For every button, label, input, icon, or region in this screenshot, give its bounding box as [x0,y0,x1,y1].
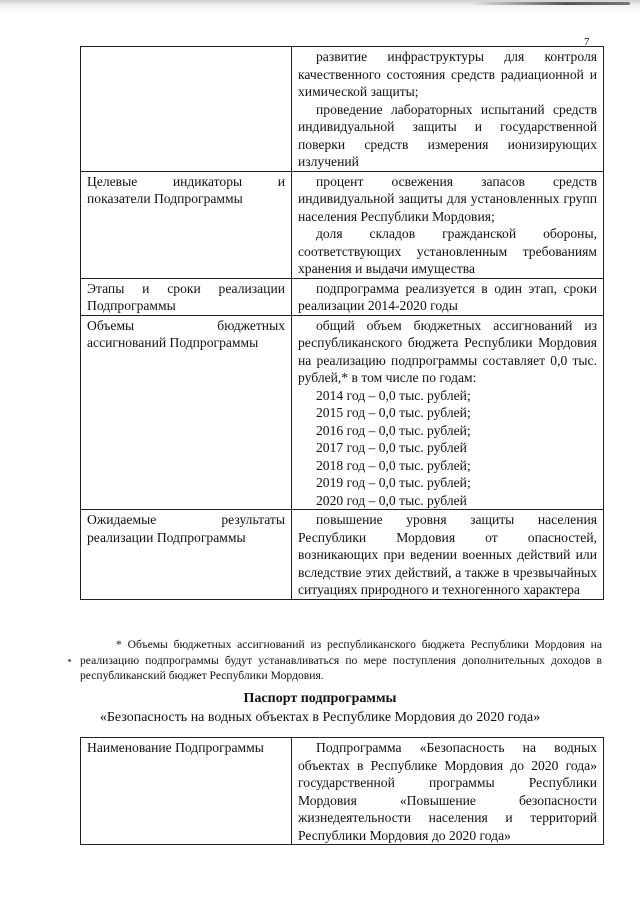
row-content-cell [292,315,604,510]
row-label: Объемы бюджетных ассигнований Подпрограммы [87,317,285,350]
table-row [81,315,604,510]
row-content-cell [292,738,604,845]
table-row [81,510,604,600]
row-content-cell [292,278,604,315]
table-row [81,47,604,172]
budget-year-line: 2014 год – 0,0 тыс. рублей; [316,387,471,403]
row-label-cell [81,510,292,600]
row-paragraph: общий объем бюджетных ассигнований из республиканского бюджета Республики Мордовия на реализацию подпрограммы составляет 0,0 тыс. рублей,* в том числе по годам: [298,317,597,385]
budget-year-line: 2020 год – 0,0 тыс. рублей [316,492,467,508]
budget-year-line: 2015 год – 0,0 тыс. рублей; [316,405,471,420]
row-label: Целевые индикаторы и показатели Подпрограммы [87,173,285,206]
budget-year-line: 2018 год – 0,0 тыс. рублей; [316,457,471,473]
row-paragraph: доля складов гражданской обороны, соответствующих установленным требованиям хранения и выдачи имущества [298,226,597,276]
section-title: Паспорт подпрограммы [243,691,397,706]
row-paragraph: Подпрограмма «Безопасность на водных объектах в Республике Мордовия до 2020 года» государственной программы Республики Мордовия «Повышение безопасности жизнедеятельности населения и территорий Республики Мордовия до 2020 года» [298,740,597,843]
page-number: 7 [584,36,590,48]
row-content-cell [292,171,604,278]
row-paragraph: процент освежения запасов средств индивидуальной защиты для установленных групп населения Республики Мордовия; [298,173,597,224]
row-content-cell [292,47,604,172]
row-paragraph: повышение уровня защиты населения Республики Мордовия от опасностей, возникающих при ведении военных действий или вследствие этих действий, а также в чрезвычайных ситуациях природного и техногенного характера [298,512,597,597]
row-label-cell [81,171,292,278]
subprogram-passport-table-continued [80,46,604,600]
row-label-cell [81,47,292,172]
budget-year-line: 2017 год – 0,0 тыс. рублей [316,440,467,455]
budget-year-line: 2019 год – 0,0 тыс. рублей; [316,475,471,490]
row-label: Этапы и сроки реализации Подпрограммы [87,280,285,313]
row-label-cell [81,315,292,510]
row-content-cell [292,510,604,600]
row-label: Ожидаемые результаты реализации Подпрограммы [87,512,285,545]
row-paragraph: проведение лабораторных испытаний средств индивидуальной защиты и государственной поверки средств измерения ионизирующих излучений [298,101,597,169]
scan-streak [470,2,630,5]
table-row [81,278,604,315]
scan-speck [68,659,71,662]
water-safety-passport-table [80,737,604,845]
budget-footnote: * Объемы бюджетных ассигнований из республиканского бюджета Республики Мордовия на реализацию подпрограммы будут устанавливаться по мере поступления дополнительных доходов в республиканский бюджет Республики Мордовия. [80,638,602,682]
row-paragraph: развитие инфраструктуры для контроля качественного состояния средств радиационной и химической защиты; [298,49,597,99]
table-row [81,738,604,845]
budget-year-line: 2016 год – 0,0 тыс. рублей; [316,422,471,438]
row-label-cell [81,738,292,845]
section-subtitle: «Безопасность на водных объектах в Республике Мордовия до 2020 года» [99,710,541,725]
row-label-cell [81,278,292,315]
row-label: Наименование Подпрограммы [87,740,264,755]
row-paragraph: подпрограмма реализуется в один этап, сроки реализации 2014-2020 годы [298,280,597,313]
table-row [81,171,604,278]
